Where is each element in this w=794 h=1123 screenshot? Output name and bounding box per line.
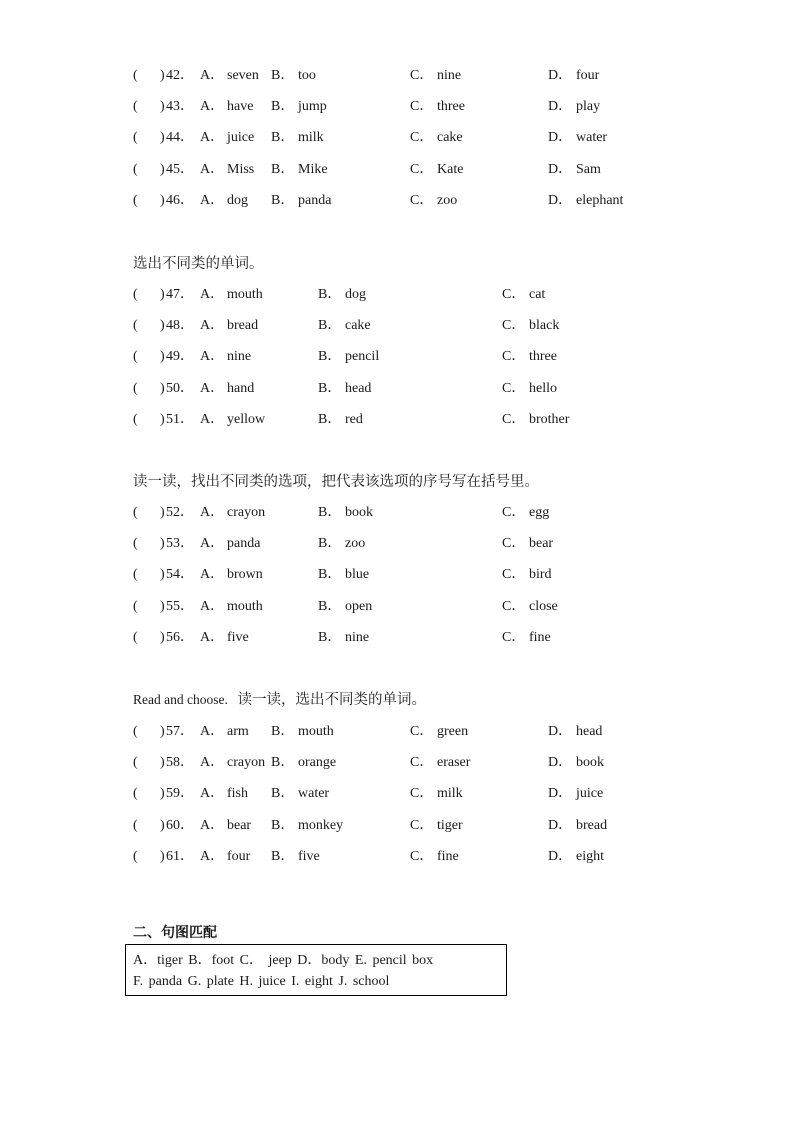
word-box — [125, 944, 507, 996]
option-c-label: C． — [410, 786, 434, 802]
option-b-text: orange — [298, 755, 337, 771]
option-a-text: yellow — [227, 411, 266, 427]
answer-bracket-open[interactable]: ( — [133, 99, 138, 115]
answer-bracket-open[interactable]: ( — [133, 848, 138, 864]
question-number: 61． — [166, 848, 194, 864]
question-row — [0, 722, 794, 742]
option-b-text: pencil — [345, 349, 380, 365]
option-c-text: milk — [437, 786, 463, 802]
question-row — [0, 128, 794, 148]
option-a-label: A． — [200, 287, 225, 302]
option-b-text: milk — [298, 130, 324, 146]
option-c-label: C． — [410, 192, 434, 208]
option-a-label: A． — [200, 161, 225, 177]
question-row — [0, 410, 794, 430]
answer-bracket-close: ) — [160, 318, 165, 334]
answer-bracket-close: ) — [160, 505, 165, 520]
option-b-text: too — [298, 68, 316, 83]
option-c-text: close — [529, 598, 558, 614]
word-box-line-1: A．tiger B．foot C． jeep D．body E. pencil box — [133, 953, 434, 968]
question-number: 47． — [166, 287, 194, 302]
option-c-text: zoo — [437, 192, 458, 208]
option-b-label: B． — [271, 755, 295, 771]
option-c-text: three — [437, 99, 465, 115]
option-c-label: C． — [502, 598, 526, 614]
option-a-label: A． — [200, 755, 225, 771]
option-c-label: C． — [410, 724, 434, 739]
option-b-label: B． — [318, 505, 342, 520]
option-a-text: four — [227, 848, 251, 864]
answer-bracket-close: ) — [160, 287, 165, 302]
section-4-heading — [133, 690, 426, 710]
option-b-text: cake — [345, 318, 371, 334]
option-a-label: A． — [200, 724, 225, 739]
option-b-label: B． — [318, 287, 342, 302]
question-row — [0, 534, 794, 554]
answer-bracket-open[interactable]: ( — [133, 629, 138, 645]
option-b-text: water — [298, 786, 330, 802]
option-b-text: book — [345, 505, 373, 520]
answer-bracket-close: ) — [160, 848, 165, 864]
question-number: 46． — [166, 192, 194, 208]
option-c-text: eraser — [437, 755, 471, 771]
question-row — [0, 597, 794, 617]
option-c-text: fine — [529, 629, 551, 645]
answer-bracket-close: ) — [160, 786, 165, 802]
option-a-text: nine — [227, 349, 252, 365]
question-number: 55． — [166, 598, 194, 614]
question-row — [0, 503, 794, 523]
word-box-line-2: F. panda G. plate H. juice I. eight J. school — [133, 974, 390, 989]
option-c-label: C． — [502, 349, 526, 365]
question-row — [0, 285, 794, 305]
option-b-label: B． — [271, 99, 295, 115]
option-d-label: D． — [548, 192, 573, 208]
option-a-text: have — [227, 99, 254, 115]
question-number: 52． — [166, 505, 194, 520]
question-number: 56． — [166, 629, 194, 645]
option-c-text: brother — [529, 411, 570, 427]
question-number: 60． — [166, 817, 194, 833]
question-row — [0, 628, 794, 648]
answer-bracket-open[interactable]: ( — [133, 567, 138, 583]
option-c-text: black — [529, 318, 560, 334]
option-b-text: head — [345, 380, 372, 396]
option-d-label: D． — [548, 724, 573, 739]
option-b-text: zoo — [345, 536, 366, 552]
option-d-label: D． — [548, 161, 573, 177]
answer-bracket-open[interactable]: ( — [133, 380, 138, 396]
option-d-text: play — [576, 99, 601, 115]
option-a-text: mouth — [227, 598, 263, 614]
answer-bracket-open[interactable]: ( — [133, 192, 138, 208]
option-a-text: Miss — [227, 161, 255, 177]
option-d-label: D． — [548, 848, 573, 864]
option-b-label: B． — [271, 68, 295, 83]
question-number: 54． — [166, 567, 194, 583]
option-c-label: C． — [410, 161, 434, 177]
option-b-label: B． — [271, 786, 295, 802]
option-b-text: blue — [345, 567, 370, 583]
option-b-text: open — [345, 598, 373, 614]
option-a-text: five — [227, 629, 249, 645]
option-a-text: fish — [227, 786, 248, 802]
option-d-text: bread — [576, 817, 608, 833]
answer-bracket-open[interactable]: ( — [133, 349, 138, 365]
answer-bracket-open[interactable]: ( — [133, 817, 138, 833]
option-c-text: fine — [437, 848, 459, 864]
option-c-text: Kate — [437, 161, 464, 177]
option-b-label: B． — [318, 536, 342, 552]
option-c-text: bear — [529, 536, 554, 552]
question-number: 50． — [166, 380, 194, 396]
option-b-text: red — [345, 411, 363, 427]
option-a-label: A． — [200, 598, 225, 614]
answer-bracket-close: ) — [160, 161, 165, 177]
option-a-text: crayon — [227, 505, 266, 520]
option-c-label: C． — [502, 567, 526, 583]
option-c-label: C． — [502, 380, 526, 396]
option-b-label: B． — [318, 629, 342, 645]
answer-bracket-close: ) — [160, 755, 165, 771]
option-a-text: brown — [227, 567, 263, 583]
answer-bracket-open[interactable]: ( — [133, 130, 138, 146]
section-3-heading: 读一读，找出不同类的选项，把代表该选项的序号写在括号里。 — [133, 474, 539, 490]
option-c-label: C． — [410, 99, 434, 115]
answer-bracket-open[interactable]: ( — [133, 786, 138, 802]
answer-bracket-open[interactable]: ( — [133, 68, 138, 83]
part-2-heading: 二、句图匹配 — [133, 925, 217, 941]
option-b-label: B． — [318, 318, 342, 334]
answer-bracket-open[interactable]: ( — [133, 161, 138, 177]
option-a-label: A． — [200, 629, 225, 645]
option-d-text: eight — [576, 848, 604, 864]
answer-bracket-open[interactable]: ( — [133, 505, 138, 520]
option-b-label: B． — [271, 161, 295, 177]
option-a-label: A． — [200, 192, 225, 208]
question-row — [0, 816, 794, 836]
option-c-label: C． — [410, 848, 434, 864]
option-d-text: elephant — [576, 192, 624, 208]
answer-bracket-open[interactable]: ( — [133, 598, 138, 614]
option-c-label: C． — [410, 130, 434, 146]
option-b-label: B． — [318, 567, 342, 583]
question-number: 58． — [166, 755, 194, 771]
question-number: 57． — [166, 724, 194, 739]
option-b-label: B． — [318, 411, 342, 427]
answer-bracket-close: ) — [160, 68, 165, 83]
option-c-label: C． — [502, 505, 526, 520]
option-d-text: Sam — [576, 161, 601, 177]
question-row — [0, 66, 794, 86]
option-d-text: four — [576, 68, 600, 83]
answer-bracket-close: ) — [160, 724, 165, 739]
option-b-text: five — [298, 848, 320, 864]
question-number: 42． — [166, 68, 194, 83]
option-a-label: A． — [200, 130, 225, 146]
option-a-text: bear — [227, 817, 252, 833]
option-b-text: Mike — [298, 161, 328, 177]
question-number: 44． — [166, 130, 194, 146]
question-row — [0, 847, 794, 867]
question-row — [0, 160, 794, 180]
option-c-text: bird — [529, 567, 552, 583]
option-a-text: arm — [227, 724, 249, 739]
answer-bracket-close: ) — [160, 99, 165, 115]
question-row — [0, 784, 794, 804]
answer-bracket-open[interactable]: ( — [133, 318, 138, 334]
option-d-text: water — [576, 130, 608, 146]
answer-bracket-close: ) — [160, 380, 165, 396]
option-a-label: A． — [200, 817, 225, 833]
option-b-label: B． — [318, 349, 342, 365]
answer-bracket-close: ) — [160, 536, 165, 552]
option-a-label: A． — [200, 411, 225, 427]
answer-bracket-open[interactable]: ( — [133, 287, 138, 302]
option-b-text: jump — [298, 99, 327, 115]
question-number: 51． — [166, 411, 194, 427]
option-d-text: book — [576, 755, 604, 771]
answer-bracket-close: ) — [160, 130, 165, 146]
option-a-label: A． — [200, 99, 225, 115]
section-2-heading: 选出不同类的单词。 — [133, 256, 264, 272]
option-b-label: B． — [271, 817, 295, 833]
answer-bracket-close: ) — [160, 349, 165, 365]
option-c-label: C． — [410, 817, 434, 833]
question-row — [0, 97, 794, 117]
section-4-heading-en: Read and choose. — [133, 692, 228, 707]
answer-bracket-open[interactable]: ( — [133, 536, 138, 552]
option-a-label: A． — [200, 318, 225, 334]
option-c-text: three — [529, 349, 557, 365]
option-b-text: monkey — [298, 817, 344, 833]
option-b-label: B． — [271, 192, 295, 208]
option-d-text: juice — [576, 786, 604, 802]
option-a-text: mouth — [227, 287, 263, 302]
option-b-label: B． — [318, 380, 342, 396]
question-number: 48． — [166, 318, 194, 334]
option-a-text: seven — [227, 68, 259, 83]
option-c-label: C． — [410, 68, 434, 83]
option-a-text: hand — [227, 380, 255, 396]
option-a-text: crayon — [227, 755, 266, 771]
question-number: 53． — [166, 536, 194, 552]
answer-bracket-open[interactable]: ( — [133, 724, 138, 739]
option-c-label: C． — [410, 755, 434, 771]
option-a-label: A． — [200, 848, 225, 864]
option-b-label: B． — [271, 724, 295, 739]
option-a-label: A． — [200, 786, 225, 802]
option-d-label: D． — [548, 755, 573, 771]
question-number: 43． — [166, 99, 194, 115]
option-c-label: C． — [502, 629, 526, 645]
question-number: 45． — [166, 161, 194, 177]
option-c-text: green — [437, 724, 469, 739]
option-a-label: A． — [200, 505, 225, 520]
option-a-label: A． — [200, 567, 225, 583]
answer-bracket-close: ) — [160, 567, 165, 583]
answer-bracket-open[interactable]: ( — [133, 755, 138, 771]
option-c-text: egg — [529, 505, 550, 520]
option-a-text: panda — [227, 536, 261, 552]
option-b-text: nine — [345, 629, 370, 645]
answer-bracket-close: ) — [160, 817, 165, 833]
question-row — [0, 753, 794, 773]
option-c-text: cat — [529, 287, 546, 302]
option-c-text: tiger — [437, 817, 463, 833]
question-number: 49． — [166, 349, 194, 365]
option-d-label: D． — [548, 786, 573, 802]
option-c-label: C． — [502, 411, 526, 427]
option-c-label: C． — [502, 287, 526, 302]
section-4-heading-zh: 读一读，选出不同类的单词。 — [237, 692, 426, 708]
answer-bracket-close: ) — [160, 629, 165, 645]
option-c-text: nine — [437, 68, 462, 83]
option-b-label: B． — [271, 848, 295, 864]
option-b-label: B． — [318, 598, 342, 614]
option-a-label: A． — [200, 349, 225, 365]
option-d-label: D． — [548, 68, 573, 83]
option-b-text: dog — [345, 287, 366, 302]
option-a-text: bread — [227, 318, 259, 334]
option-c-text: hello — [529, 380, 557, 396]
question-row — [0, 316, 794, 336]
option-c-label: C． — [502, 536, 526, 552]
question-number: 59． — [166, 786, 194, 802]
option-d-label: D． — [548, 99, 573, 115]
option-b-text: mouth — [298, 724, 334, 739]
answer-bracket-close: ) — [160, 598, 165, 614]
option-b-text: panda — [298, 192, 332, 208]
question-row — [0, 191, 794, 211]
question-row — [0, 347, 794, 367]
option-a-label: A． — [200, 536, 225, 552]
option-a-text: dog — [227, 192, 248, 208]
option-d-label: D． — [548, 817, 573, 833]
option-c-text: cake — [437, 130, 463, 146]
question-row — [0, 565, 794, 585]
option-d-label: D． — [548, 130, 573, 146]
option-a-text: juice — [227, 130, 255, 146]
question-row — [0, 379, 794, 399]
option-b-label: B． — [271, 130, 295, 146]
option-a-label: A． — [200, 380, 225, 396]
answer-bracket-close: ) — [160, 192, 165, 208]
option-c-label: C． — [502, 318, 526, 334]
option-a-label: A． — [200, 68, 225, 83]
option-d-text: head — [576, 724, 603, 739]
answer-bracket-open[interactable]: ( — [133, 411, 138, 427]
answer-bracket-close: ) — [160, 411, 165, 427]
